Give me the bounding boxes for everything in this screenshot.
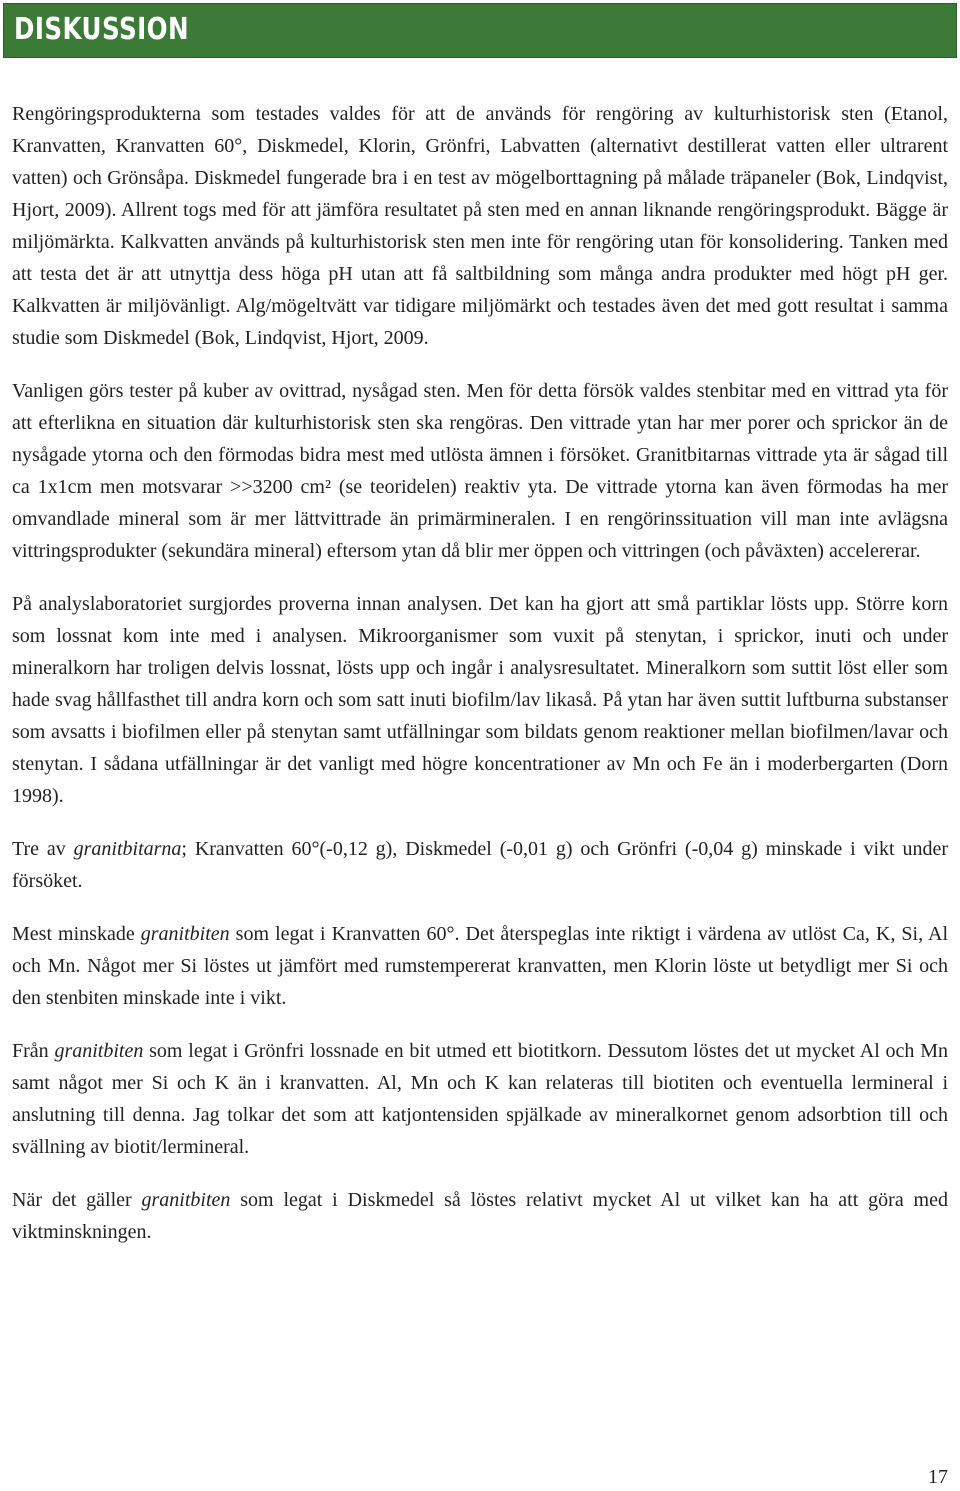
paragraph-text: som legat i Diskmedel så löstes relativt mycket Al ut vilket kan ha att göra med viktminskningen.	[12, 1189, 948, 1243]
section-title: DISKUSSION	[14, 12, 189, 47]
body-text	[12, 98, 948, 1269]
italic-term: granitbitarna	[73, 838, 182, 860]
paragraph: Rengöringsprodukterna som testades valdes för att de används för rengöring av kulturhistorisk sten (Etanol, Kranvatten, Kranvatten 60°, Diskmedel, Klorin, Grönfri, Labvatten (alternativt destillerat vatten eller ultrarent vatten) och Grönsåpa. Diskmedel fungerade bra i en test av mögelborttagning på målade träpaneler (Bok, Lindqvist, Hjort, 2009). Allrent togs med för att jämföra resultatet på sten med en annan liknande rengöringsprodukt. Bägge är miljömärkta. Kalkvatten används på kulturhistorisk sten men inte för rengöring utan för konsolidering. Tanken med att testa det är att utnyttja dess höga pH utan att få saltbildning som många andra produkter med högt pH ger. Kalkvatten är miljövänligt. Alg/mögeltvätt var tidigare miljömärkt och testades även det med gott resultat i samma studie som Diskmedel (Bok, Lindqvist, Hjort, 2009.	[12, 103, 948, 349]
page-number: 17	[928, 1466, 948, 1488]
italic-term: granitbiten	[140, 923, 230, 945]
paragraph-text: som legat i Grönfri lossnade en bit utmed ett biotitkorn. Dessutom löstes det ut mycket Al och Mn samt något mer Si och K än i kranvatten. Al, Mn och K kan relateras till biotiten och eventuella lermineral i anslutning till denna. Jag tolkar det som att katjontensiden spjälkade av mineralkornet genom adsorbtion till och svällning av biotit/lermineral.	[12, 1040, 948, 1158]
paragraph	[12, 1184, 948, 1248]
paragraph: Vanligen görs tester på kuber av ovittrad, nysågad sten. Men för detta försök valdes stenbitar med en vittrad yta för att efterlikna en situation där kulturhistorisk sten ska rengöras. Den vittrade ytan har mer porer och sprickor än de nysågade ytorna och den förmodas bidra mest med utlösta ämnen i försöket. Granitbitarnas vittrade yta är sågad till ca 1x1cm men motsvarar >>3200 cm² (se teoridelen) reaktiv yta. De vittrade ytorna kan även förmodas ha mer omvandlade mineral som är mer lättvittrade än primärmineralen. I en rengörinssituation vill man inte avlägsna vittringsprodukter (sekundära mineral) eftersom ytan då blir mer öppen och vittringen (och påväxten) accelererar.	[12, 380, 948, 562]
italic-term: granitbiten	[54, 1040, 144, 1062]
paragraph-text: ; Kranvatten 60°(-0,12 g), Diskmedel (-0,01 g) och Grönfri (-0,04 g) minskade i vikt under försöket.	[12, 838, 948, 892]
paragraph-text: Tre av	[12, 838, 74, 860]
paragraph	[12, 1035, 948, 1163]
paragraph	[12, 833, 948, 897]
paragraph-text: som legat i Kranvatten 60°. Det återspeglas inte riktigt i värdena av utlöst Ca, K, Si, Al och Mn. Något mer Si löstes ut jämfört med rumstempererat kranvatten, men Klorin löste ut betydligt mer Si och den stenbiten minskade inte i vikt.	[12, 923, 949, 1009]
paragraph-text: Mest minskade	[12, 923, 141, 945]
paragraph	[12, 918, 948, 1014]
paragraph: På analyslaboratoriet surgjordes proverna innan analysen. Det kan ha gjort att små partiklar lösts upp. Större korn som lossnat kom inte med i analysen. Mikroorganismer som vuxit på stenytan, i sprickor, inuti och under mineralkorn har troligen delvis lossnat, lösts upp och ingår i analysresultatet. Mineralkorn som suttit löst eller som hade svag hållfasthet till andra korn och som satt inuti biofilm/lav likaså. På ytan har även suttit luftburna substanser som avsatts i biofilmen eller på stenytan samt utfällningar som bildats genom reaktioner mellan biofilmen/lavar och stenytan. I sådana utfällningar är det vanligt med högre koncentrationer av Mn och Fe än i moderbergarten (Dorn 1998).	[12, 593, 948, 807]
italic-term: granitbiten	[141, 1189, 231, 1211]
paragraph-text: Från	[12, 1040, 55, 1062]
paragraph-text: När det gäller	[12, 1189, 142, 1211]
section-header-bar	[3, 3, 957, 58]
